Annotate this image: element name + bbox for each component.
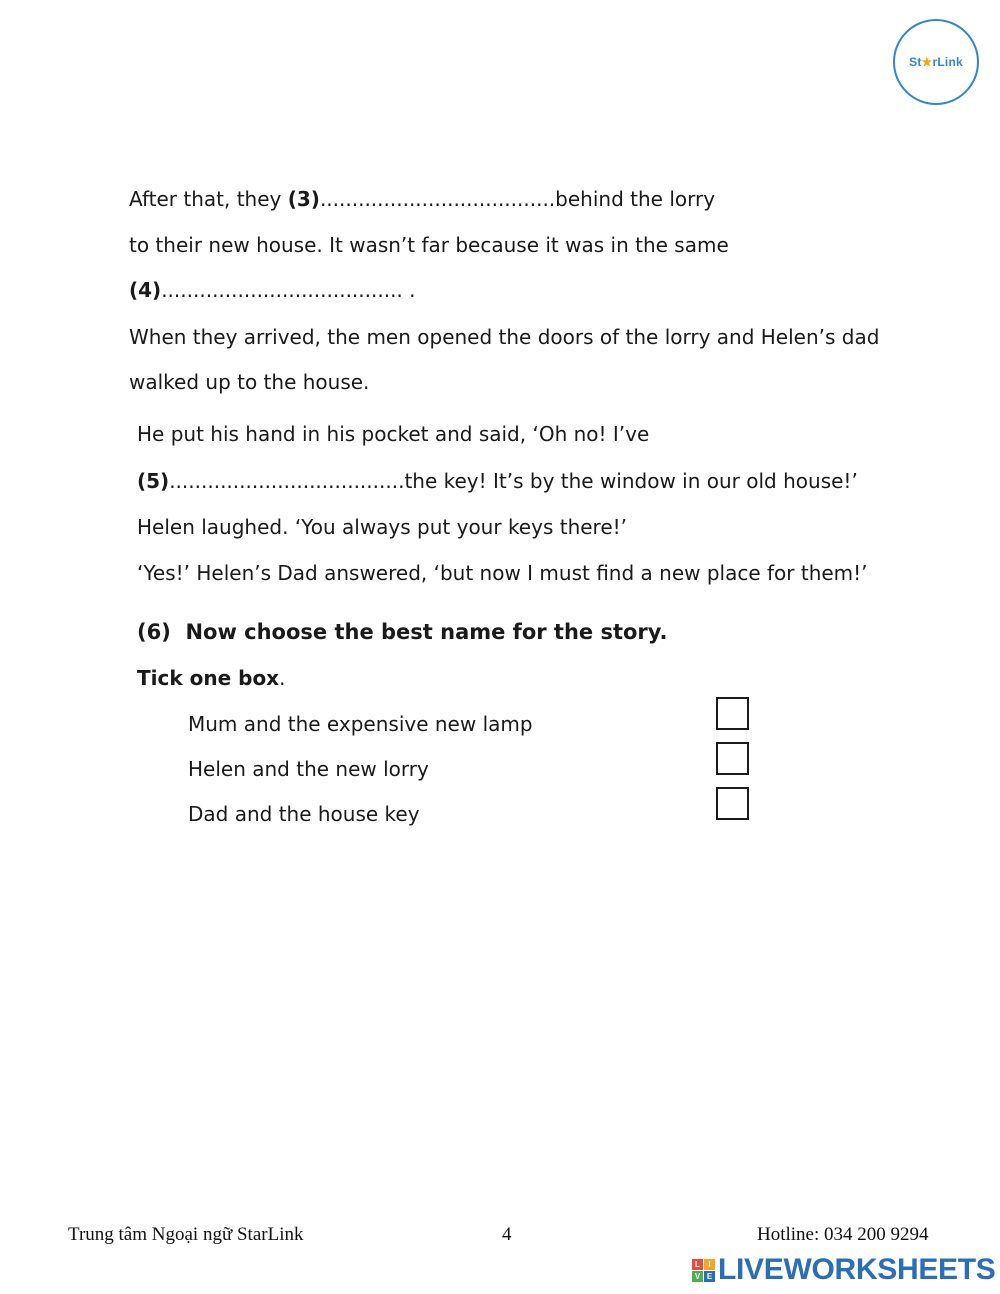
story-line-6: He put his hand in his pocket and said, ‘Oh no! I’ve bbox=[137, 422, 650, 446]
option-checkbox-2[interactable] bbox=[716, 742, 749, 775]
option-label-1: Mum and the expensive new lamp bbox=[188, 712, 533, 736]
story-line-3 bbox=[129, 278, 416, 302]
footer-center-name: Trung tâm Ngoại ngữ StarLink bbox=[68, 1224, 304, 1245]
liveworksheets-text: LIVEWORKSHEETS bbox=[718, 1253, 996, 1286]
gap-5-blank[interactable]: ..................................... bbox=[169, 469, 405, 493]
story-line-7: (5).....................................the key! It’s by the window in our old house!’ bbox=[137, 469, 858, 493]
footer-page-number: 4 bbox=[502, 1224, 512, 1245]
story-line-1: After that, they (3).....................................behind the lorry bbox=[129, 187, 716, 211]
gap-number-4: (4) bbox=[129, 278, 162, 302]
tick-instruction: Tick one box. bbox=[137, 666, 286, 690]
gap-3-blank[interactable]: ..................................... bbox=[319, 187, 556, 211]
story-line-9: ‘Yes!’ Helen’s Dad answered, ‘but now I must find a new place for them!’ bbox=[137, 561, 868, 585]
option-checkbox-1[interactable] bbox=[716, 697, 749, 730]
starlink-logo bbox=[893, 19, 979, 105]
logo-star-icon: ★ bbox=[921, 55, 933, 69]
story-line-2: to their new house. It wasn’t far because it was in the same bbox=[129, 233, 729, 257]
option-label-3: Dad and the house key bbox=[188, 802, 420, 826]
story-line-8: Helen laughed. ‘You always put your keys there!’ bbox=[137, 515, 628, 539]
gap-number-5: (5) bbox=[137, 469, 170, 493]
logo-text-start: St bbox=[909, 55, 922, 69]
option-checkbox-3[interactable] bbox=[716, 787, 749, 820]
story-line-4: When they arrived, the men opened the doors of the lorry and Helen’s dad bbox=[129, 325, 880, 349]
question-text: Now choose the best name for the story. bbox=[185, 620, 668, 644]
story-line-5: walked up to the house. bbox=[129, 370, 370, 394]
option-label-2: Helen and the new lorry bbox=[188, 757, 429, 781]
gap-4-blank[interactable]: ...................................... . bbox=[161, 278, 416, 302]
liveworksheets-watermark bbox=[692, 1253, 996, 1287]
liveworksheets-logo-icon: L I V E bbox=[692, 1259, 715, 1282]
gap-number-3: (3) bbox=[287, 187, 320, 211]
footer-hotline: Hotline: 034 200 9294 bbox=[757, 1224, 929, 1245]
question-number: (6) bbox=[137, 620, 171, 644]
question-6-prompt bbox=[137, 620, 668, 644]
logo-text-end: rLink bbox=[932, 55, 963, 69]
